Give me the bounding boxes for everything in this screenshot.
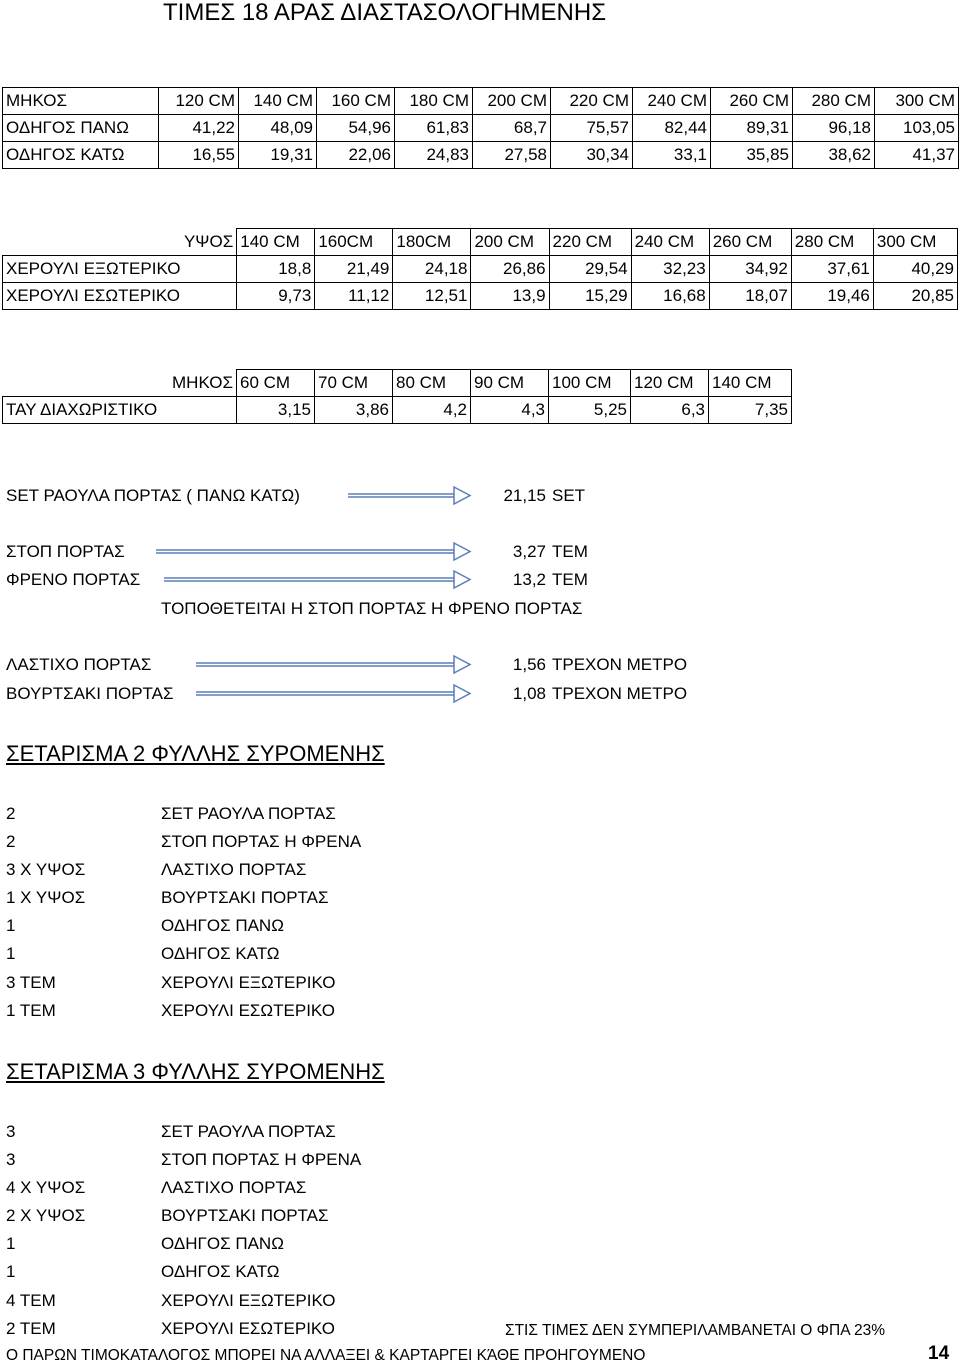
arrow-right-icon [196, 655, 472, 675]
stop-unit: ΤΕΜ [552, 542, 588, 561]
price-cell: 41,22 [159, 115, 239, 142]
table-header-row [3, 370, 792, 397]
setup-item-qty: 1 [6, 944, 16, 963]
arrow-right-icon [196, 684, 472, 704]
setup-item-qty: 1 [6, 1234, 16, 1253]
table-header-cell: 240 CM [633, 88, 711, 115]
price-cell: 16,55 [159, 142, 239, 169]
vourtsaki-price: 1,08 [512, 684, 546, 703]
lastixo-unit: ΤΡΕΧΟΝ ΜΕΤΡΟ [552, 655, 688, 674]
footer-note: Ο ΠΑΡΩΝ ΤΙΜΟΚΑΤΑΛΟΓΟΣ ΜΠΟΡΕΙ ΝΑ ΑΛΛΑΞΕΙ & ΚΑΡΤΑΡΓΕΙ ΚΆΘΕ ΠΡΟΗΓΟΥΜΕΝΟ [6, 1347, 646, 1364]
price-cell: 11,12 [315, 283, 393, 310]
setup-item-qty: 4 Χ ΥΨΟΣ [6, 1178, 86, 1197]
price-cell: 21,49 [315, 256, 393, 283]
set-raoula-price: 21,15 [503, 486, 546, 505]
setup-2-heading: ΣΕΤΑΡΙΣΜΑ 2 ΦΥΛΛΗΣ ΣΥΡΟΜΕΝΗΣ [6, 741, 385, 766]
table-header-cell: 220 CM [551, 88, 633, 115]
setup-item-qty: 3 [6, 1150, 16, 1169]
arrow-right-icon [156, 542, 472, 562]
price-cell: 7,35 [709, 397, 792, 424]
table-header-cell: 140 CM [239, 88, 317, 115]
setup-item-qty: 1 [6, 916, 16, 935]
price-cell: 103,05 [875, 115, 959, 142]
vourtsaki-label: ΒΟΥΡΤΣΑΚΙ ΠΟΡΤΑΣ [6, 684, 174, 703]
price-cell: 3,86 [315, 397, 393, 424]
table-row [3, 142, 959, 169]
price-cell: 13,9 [471, 283, 549, 310]
price-cell: 22,06 [317, 142, 395, 169]
setup-item-desc: ΣΤΟΠ ΠΟΡΤΑΣ Η ΦΡΕΝΑ [161, 1150, 362, 1169]
price-cell: 61,83 [395, 115, 473, 142]
price-cell: 15,29 [549, 283, 631, 310]
price-cell: 29,54 [549, 256, 631, 283]
table-header-cell: 240 CM [631, 229, 709, 256]
table-header-cell: 80 CM [393, 370, 471, 397]
table-header-cell: 90 CM [471, 370, 549, 397]
setup-item-qty: 2 [6, 804, 16, 823]
table-header-cell: 100 CM [549, 370, 631, 397]
page-title: ΤΙΜΕΣ 18 ΑΡΑΣ ΔΙΑΣΤΑΣΟΛΟΓΗΜΕΝΗΣ [163, 0, 607, 26]
table-row [3, 256, 958, 283]
price-cell: 26,86 [471, 256, 549, 283]
setup-item-desc: ΒΟΥΡΤΣΑΚΙ ΠΟΡΤΑΣ [161, 1206, 329, 1225]
table-header-label: ΥΨΟΣ [183, 231, 234, 251]
table-header-label: ΜΗΚΟΣ [3, 88, 159, 115]
table-header-cell: 120 CM [159, 88, 239, 115]
setup-item-desc: ΒΟΥΡΤΣΑΚΙ ΠΟΡΤΑΣ [161, 888, 329, 907]
stop-label: ΣΤΟΠ ΠΟΡΤΑΣ [6, 542, 125, 561]
table-header-cell: 140 CM [709, 370, 792, 397]
price-cell: 40,29 [873, 256, 957, 283]
price-cell: 6,3 [631, 397, 709, 424]
setup-item-desc: ΛΑΣΤΙΧΟ ΠΟΡΤΑΣ [161, 860, 307, 879]
table-row [3, 115, 959, 142]
price-cell: 24,83 [395, 142, 473, 169]
price-cell: 3,15 [237, 397, 315, 424]
price-cell: 68,7 [473, 115, 551, 142]
table-header-cell: 260 CM [711, 88, 793, 115]
row-label: ΧΕΡΟΥΛΙ ΕΞΩΤΕΡΙΚΟ [3, 256, 237, 283]
freno-unit: ΤΕΜ [552, 570, 588, 589]
table-header-cell: 160 CM [317, 88, 395, 115]
setup-item-desc: ΟΔΗΓΟΣ ΠΑΝΩ [161, 1234, 284, 1253]
setup-item-qty: 1 ΤΕΜ [6, 1001, 56, 1020]
setup-item-qty: 1 Χ ΥΨΟΣ [6, 888, 86, 907]
row-label: ΟΔΗΓΟΣ ΠΑΝΩ [3, 115, 159, 142]
setup-item-desc: ΟΔΗΓΟΣ ΠΑΝΩ [161, 916, 284, 935]
setup-item-desc: ΛΑΣΤΙΧΟ ΠΟΡΤΑΣ [161, 1178, 307, 1197]
stop-price: 3,27 [512, 542, 546, 561]
setup-item-desc: ΧΕΡΟΥΛΙ ΕΞΩΤΕΡΙΚΟ [161, 1291, 336, 1310]
price-cell: 75,57 [551, 115, 633, 142]
price-cell: 16,68 [631, 283, 709, 310]
price-cell: 33,1 [633, 142, 711, 169]
price-cell: 19,46 [791, 283, 873, 310]
table-header-cell: 220 CM [549, 229, 631, 256]
setup-item-desc: ΧΕΡΟΥΛΙ ΕΞΩΤΕΡΙΚΟ [161, 973, 336, 992]
page-number: 14 [928, 1343, 950, 1364]
price-cell: 12,51 [393, 283, 471, 310]
setup-item-desc: ΟΔΗΓΟΣ ΚΑΤΩ [161, 1262, 280, 1281]
setup-3-heading: ΣΕΤΑΡΙΣΜΑ 3 ΦΥΛΛΗΣ ΣΥΡΟΜΕΝΗΣ [6, 1059, 385, 1084]
table-header-cell: 160CM [315, 229, 393, 256]
setup-item-qty: 2 ΤΕΜ [6, 1319, 56, 1338]
price-cell: 9,73 [237, 283, 315, 310]
price-cell: 19,31 [239, 142, 317, 169]
setup-item-desc: ΣΤΟΠ ΠΟΡΤΑΣ Η ΦΡΕΝΑ [161, 832, 362, 851]
price-cell: 82,44 [633, 115, 711, 142]
rail-price-table [2, 87, 959, 169]
vat-note: ΣΤΙΣ ΤΙΜΕΣ ΔΕΝ ΣΥΜΠΕΡΙΛΑΜΒΑΝΕΤΑΙ Ο ΦΠΑ 23% [505, 1322, 886, 1339]
price-cell: 35,85 [711, 142, 793, 169]
table-header-cell: 260 CM [709, 229, 791, 256]
price-cell: 32,23 [631, 256, 709, 283]
set-raoula-label: SET ΡΑΟΥΛΑ ΠΟΡΤΑΣ ( ΠΑΝΩ ΚΑΤΩ) [6, 486, 300, 505]
lastixo-label: ΛΑΣΤΙΧΟ ΠΟΡΤΑΣ [6, 655, 152, 674]
price-cell: 48,09 [239, 115, 317, 142]
setup-item-desc: ΟΔΗΓΟΣ ΚΑΤΩ [161, 944, 280, 963]
price-cell: 89,31 [711, 115, 793, 142]
arrow-right-icon [164, 570, 472, 590]
setup-item-desc: ΣΕΤ ΡΑΟΥΛΑ ΠΟΡΤΑΣ [161, 804, 336, 823]
price-cell: 30,34 [551, 142, 633, 169]
price-cell: 18,07 [709, 283, 791, 310]
price-cell: 54,96 [317, 115, 395, 142]
row-label: ΧΕΡΟΥΛΙ ΕΣΩΤΕΡΙΚΟ [3, 283, 237, 310]
divider-price-table [2, 369, 792, 424]
table-header-cell: 300 CM [873, 229, 957, 256]
vourtsaki-unit: ΤΡΕΧΟΝ ΜΕΤΡΟ [552, 684, 688, 703]
setup-item-qty: 2 Χ ΥΨΟΣ [6, 1206, 86, 1225]
table-header-cell: 60 CM [237, 370, 315, 397]
setup-item-qty: 4 ΤΕΜ [6, 1291, 56, 1310]
row-label: ΟΔΗΓΟΣ ΚΑΤΩ [3, 142, 159, 169]
price-cell: 34,92 [709, 256, 791, 283]
table-header-row [3, 88, 959, 115]
table-header-row [3, 229, 958, 256]
table-row [3, 397, 792, 424]
table-header-cell: 180CM [393, 229, 471, 256]
table-header-cell: 200 CM [473, 88, 551, 115]
freno-label: ΦΡΕΝΟ ΠΟΡΤΑΣ [6, 570, 141, 589]
table-header-cell: 70 CM [315, 370, 393, 397]
setup-item-qty: 2 [6, 832, 16, 851]
price-cell: 5,25 [549, 397, 631, 424]
setup-item-desc: ΣΕΤ ΡΑΟΥΛΑ ΠΟΡΤΑΣ [161, 1122, 336, 1141]
price-cell: 4,2 [393, 397, 471, 424]
table-header-cell: 200 CM [471, 229, 549, 256]
price-cell: 41,37 [875, 142, 959, 169]
table-header-cell: 180 CM [395, 88, 473, 115]
setup-item-desc: ΧΕΡΟΥΛΙ ΕΣΩΤΕΡΙΚΟ [161, 1319, 335, 1338]
table-header-cell: 280 CM [793, 88, 875, 115]
table-header-cell: 280 CM [791, 229, 873, 256]
handle-price-table [2, 228, 958, 310]
table-header-cell: 120 CM [631, 370, 709, 397]
table-header-label: ΜΗΚΟΣ [172, 372, 233, 392]
freno-price: 13,2 [512, 570, 546, 589]
price-cell: 37,61 [791, 256, 873, 283]
price-cell: 38,62 [793, 142, 875, 169]
set-raoula-unit: SET [552, 486, 586, 505]
setup-item-qty: 1 [6, 1262, 16, 1281]
setup-item-qty: 3 [6, 1122, 16, 1141]
table-header-cell: 300 CM [875, 88, 959, 115]
stop-freno-note: ΤΟΠΟΘΕΤΕΙΤΑΙ Η ΣΤΟΠ ΠΟΡΤΑΣ Η ΦΡΕΝΟ ΠΟΡΤΑΣ [161, 599, 583, 618]
table-header-cell: 140 CM [237, 229, 315, 256]
price-cell: 18,8 [237, 256, 315, 283]
lastixo-price: 1,56 [512, 655, 546, 674]
price-cell: 27,58 [473, 142, 551, 169]
setup-item-qty: 3 Χ ΥΨΟΣ [6, 860, 86, 879]
row-label: ΤΑΥ ΔΙΑΧΩΡΙΣΤΙΚΟ [3, 397, 237, 424]
price-cell: 4,3 [471, 397, 549, 424]
price-cell: 96,18 [793, 115, 875, 142]
setup-item-desc: ΧΕΡΟΥΛΙ ΕΣΩΤΕΡΙΚΟ [161, 1001, 335, 1020]
setup-item-qty: 3 ΤΕΜ [6, 973, 56, 992]
price-cell: 20,85 [873, 283, 957, 310]
table-row [3, 283, 958, 310]
price-cell: 24,18 [393, 256, 471, 283]
